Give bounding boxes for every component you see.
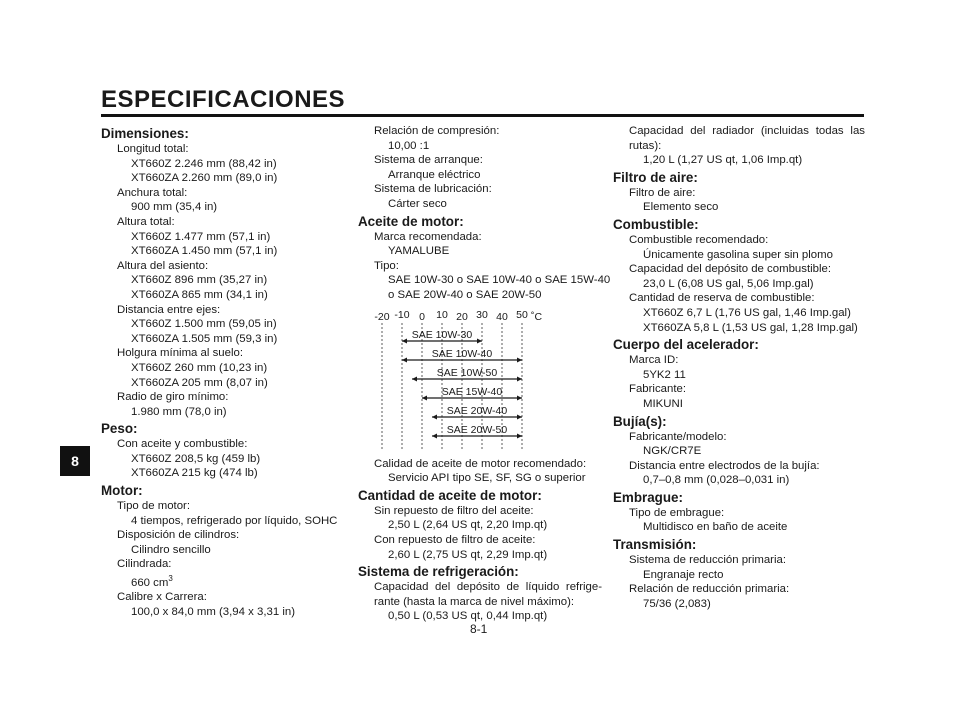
value-cilindrada-sup: 3 <box>168 574 173 584</box>
column-3 <box>613 124 863 611</box>
value-reserva-za: XT660ZA 5,8 L (1,53 US gal, 1,28 Imp.gal) <box>643 321 858 334</box>
value-con-filtro: 2,60 L (2,75 US qt, 2,29 Imp.qt) <box>388 548 548 561</box>
label-bujia-fab: Fabricante/modelo: <box>629 430 727 443</box>
label-arranque: Sistema de arranque: <box>374 154 483 167</box>
value-compresion: 10,00 :1 <box>388 139 430 152</box>
value-calibre: 100,0 x 84,0 mm (3,94 x 3,31 in) <box>131 606 295 619</box>
value-cilindrada-text: 660 cm <box>131 576 169 589</box>
label-marca-id: Marca ID: <box>629 354 679 367</box>
heading-filtro-aire: Filtro de aire: <box>613 169 698 185</box>
value-altura-z: XT660Z 1.477 mm (57,1 in) <box>131 230 271 243</box>
label-capacidad-deposito: Capacidad del depósito de combustible: <box>629 263 832 276</box>
unit-label: ˚C <box>531 310 543 323</box>
tick-label-7: 50 <box>516 308 528 321</box>
title-rule <box>101 114 864 117</box>
heading-peso: Peso: <box>101 421 138 437</box>
value-ejes-za: XT660ZA 1.505 mm (59,3 in) <box>131 332 278 345</box>
label-con-filtro: Con repuesto de filtro de aceite: <box>374 533 536 546</box>
label-reduccion-relacion: Relación de reducción primaria: <box>629 583 790 596</box>
value-ejes-z: XT660Z 1.500 mm (59,05 in) <box>131 318 277 331</box>
value-asiento-z: XT660Z 896 mm (35,27 in) <box>131 274 268 287</box>
label-radio: Radio de giro mínimo: <box>117 391 229 404</box>
column-2 <box>358 124 611 624</box>
value-bujia-dist: 0,7–0,8 mm (0,028–0,031 in) <box>643 474 790 487</box>
range-arrow-left-2 <box>412 376 417 381</box>
tick-label-1: -10 <box>394 308 410 321</box>
label-altura: Altura total: <box>117 215 175 228</box>
value-holgura-za: XT660ZA 205 mm (8,07 in) <box>131 376 268 389</box>
label-bujia-dist: Distancia entre electrodos de la bujía: <box>629 459 820 472</box>
range-arrow-right-3 <box>517 395 522 400</box>
value-deposito-refrigerante: 0,50 L (0,53 US qt, 0,44 Imp.qt) <box>388 610 548 623</box>
heading-dimensiones: Dimensiones: <box>101 126 189 141</box>
value-tipo-motor: 4 tiempos, refrigerado por líquido, SOHC <box>131 514 338 527</box>
value-fabricante: MIKUNI <box>643 397 683 410</box>
value-bujia-fab: NGK/CR7E <box>643 445 702 458</box>
column-1 <box>101 124 351 620</box>
range-arrow-left-0 <box>402 338 407 343</box>
heading-refrigeracion: Sistema de refrigeración: <box>358 564 519 580</box>
range-label-2: SAE 10W-50 <box>436 366 498 379</box>
range-arrow-left-3 <box>422 395 427 400</box>
label-compresion: Relación de compresión: <box>374 125 500 137</box>
label-tipo-aceite: Tipo: <box>374 259 399 272</box>
heading-combustible: Combustible: <box>613 216 699 232</box>
label-sin-filtro: Sin repuesto de filtro del aceite: <box>374 504 534 517</box>
label-longitud: Longitud total: <box>117 143 189 155</box>
label-embrague: Tipo de embrague: <box>629 506 725 519</box>
value-disposicion: Cilindro sencillo <box>131 543 211 556</box>
value-filtro-aire: Elemento seco <box>643 201 719 214</box>
label-con-aceite: Con aceite y combustible: <box>117 438 248 451</box>
label-ejes: Distancia entre ejes: <box>117 303 221 316</box>
value-capacidad-deposito: 23,0 L (6,08 US gal, 5,06 Imp.gal) <box>643 277 814 290</box>
heading-motor: Motor: <box>101 483 143 499</box>
value-marca-id: 5YK2 11 <box>643 368 686 381</box>
value-anchura: 900 mm (35,4 in) <box>131 201 218 214</box>
value-reserva-z: XT660Z 6,7 L (1,76 US gal, 1,46 Imp.gal) <box>643 306 851 319</box>
value-reduccion-sistema: Engranaje recto <box>643 568 724 581</box>
value-altura-za: XT660ZA 1.450 mm (57,1 in) <box>131 245 278 258</box>
range-label-0: SAE 10W-30 <box>411 328 473 341</box>
value-reduccion-relacion: 75/36 (2,083) <box>643 597 711 610</box>
label-deposito-refrigerante: Capacidad del depósito de líquido refrige-rante (hasta la marca de nivel máximo): <box>374 581 602 608</box>
tick-label-2: 0 <box>419 310 425 323</box>
label-reduccion-sistema: Sistema de reducción primaria: <box>629 554 787 567</box>
label-asiento: Altura del asiento: <box>117 259 209 272</box>
range-arrow-left-5 <box>432 433 437 438</box>
label-anchura: Anchura total: <box>117 186 188 199</box>
label-filtro-aire: Filtro de aire: <box>629 186 696 199</box>
label-cilindrada: Cilindrada: <box>117 558 172 571</box>
value-calidad-aceite: Servicio API tipo SE, SF, SG o superior <box>388 472 586 485</box>
chapter-tab: 8 <box>60 446 90 476</box>
tick-label-4: 20 <box>456 310 468 323</box>
heading-transmision: Transmisión: <box>613 537 697 553</box>
value-holgura-z: XT660Z 260 mm (10,23 in) <box>131 361 268 374</box>
range-arrow-right-1 <box>517 357 522 362</box>
range-arrow-right-4 <box>517 414 522 419</box>
tick-label-0: -20 <box>374 310 390 323</box>
page-title: ESPECIFICACIONES <box>101 86 346 113</box>
label-fabricante: Fabricante: <box>629 383 686 396</box>
tick-label-5: 30 <box>476 308 488 321</box>
range-label-4: SAE 20W-40 <box>446 404 508 417</box>
heading-aceite-motor: Aceite de motor: <box>358 213 464 229</box>
label-tipo-motor: Tipo de motor: <box>117 500 191 513</box>
range-label-5: SAE 20W-50 <box>446 423 508 436</box>
tick-label-3: 10 <box>436 308 448 321</box>
label-radiador: Capacidad del radiador (incluidas todas las rutas): <box>629 125 865 152</box>
range-label-1: SAE 10W-40 <box>431 347 493 360</box>
value-arranque: Arranque eléctrico <box>388 168 481 181</box>
label-lubricacion: Sistema de lubricación: <box>374 183 492 196</box>
heading-cantidad-aceite: Cantidad de aceite de motor: <box>358 487 542 503</box>
label-holgura: Holgura mínima al suelo: <box>117 347 243 360</box>
value-tipo-aceite: SAE 10W-30 o SAE 10W-40 o SAE 15W-40 o SAE 20W-40 o SAE 20W-50 <box>388 274 611 301</box>
range-arrow-right-5 <box>517 433 522 438</box>
value-longitud-za: XT660ZA 2.260 mm (89,0 in) <box>131 172 278 185</box>
label-marca-aceite: Marca recomendada: <box>374 230 482 243</box>
tick-label-6: 40 <box>496 310 508 323</box>
value-peso-za: XT660ZA 215 kg (474 lb) <box>131 467 258 480</box>
heading-embrague: Embrague: <box>613 489 683 505</box>
value-lubricacion: Cárter seco <box>388 197 447 210</box>
range-arrow-right-2 <box>517 376 522 381</box>
label-calibre: Calibre x Carrera: <box>117 591 207 604</box>
range-arrow-left-1 <box>402 357 407 362</box>
oil-viscosity-chart <box>358 307 608 453</box>
value-peso-z: XT660Z 208,5 kg (459 lb) <box>131 452 261 465</box>
value-longitud-z: XT660Z 2.246 mm (88,42 in) <box>131 157 277 170</box>
range-label-3: SAE 15W-40 <box>441 385 503 398</box>
label-reserva: Cantidad de reserva de combustible: <box>629 292 815 305</box>
range-arrow-right-0 <box>477 338 482 343</box>
value-marca-aceite: YAMALUBE <box>388 245 450 258</box>
value-embrague: Multidisco en baño de aceite <box>643 521 788 534</box>
range-arrow-left-4 <box>432 414 437 419</box>
value-cilindrada <box>101 572 351 590</box>
label-disposicion: Disposición de cilindros: <box>117 529 240 542</box>
label-combustible-rec: Combustible recomendado: <box>629 233 769 246</box>
value-combustible-rec: Únicamente gasolina super sin plomo <box>643 248 833 261</box>
page-number: 8-1 <box>470 622 488 636</box>
value-asiento-za: XT660ZA 865 mm (34,1 in) <box>131 288 268 301</box>
heading-acelerador: Cuerpo del acelerador: <box>613 337 759 353</box>
value-radio: 1.980 mm (78,0 in) <box>131 405 227 418</box>
value-radiador: 1,20 L (1,27 US qt, 1,06 Imp.qt) <box>643 154 803 167</box>
value-sin-filtro: 2,50 L (2,64 US qt, 2,20 Imp.qt) <box>388 519 548 532</box>
label-calidad-aceite: Calidad de aceite de motor recomendado: <box>374 457 587 470</box>
heading-bujia: Bujía(s): <box>613 413 667 429</box>
